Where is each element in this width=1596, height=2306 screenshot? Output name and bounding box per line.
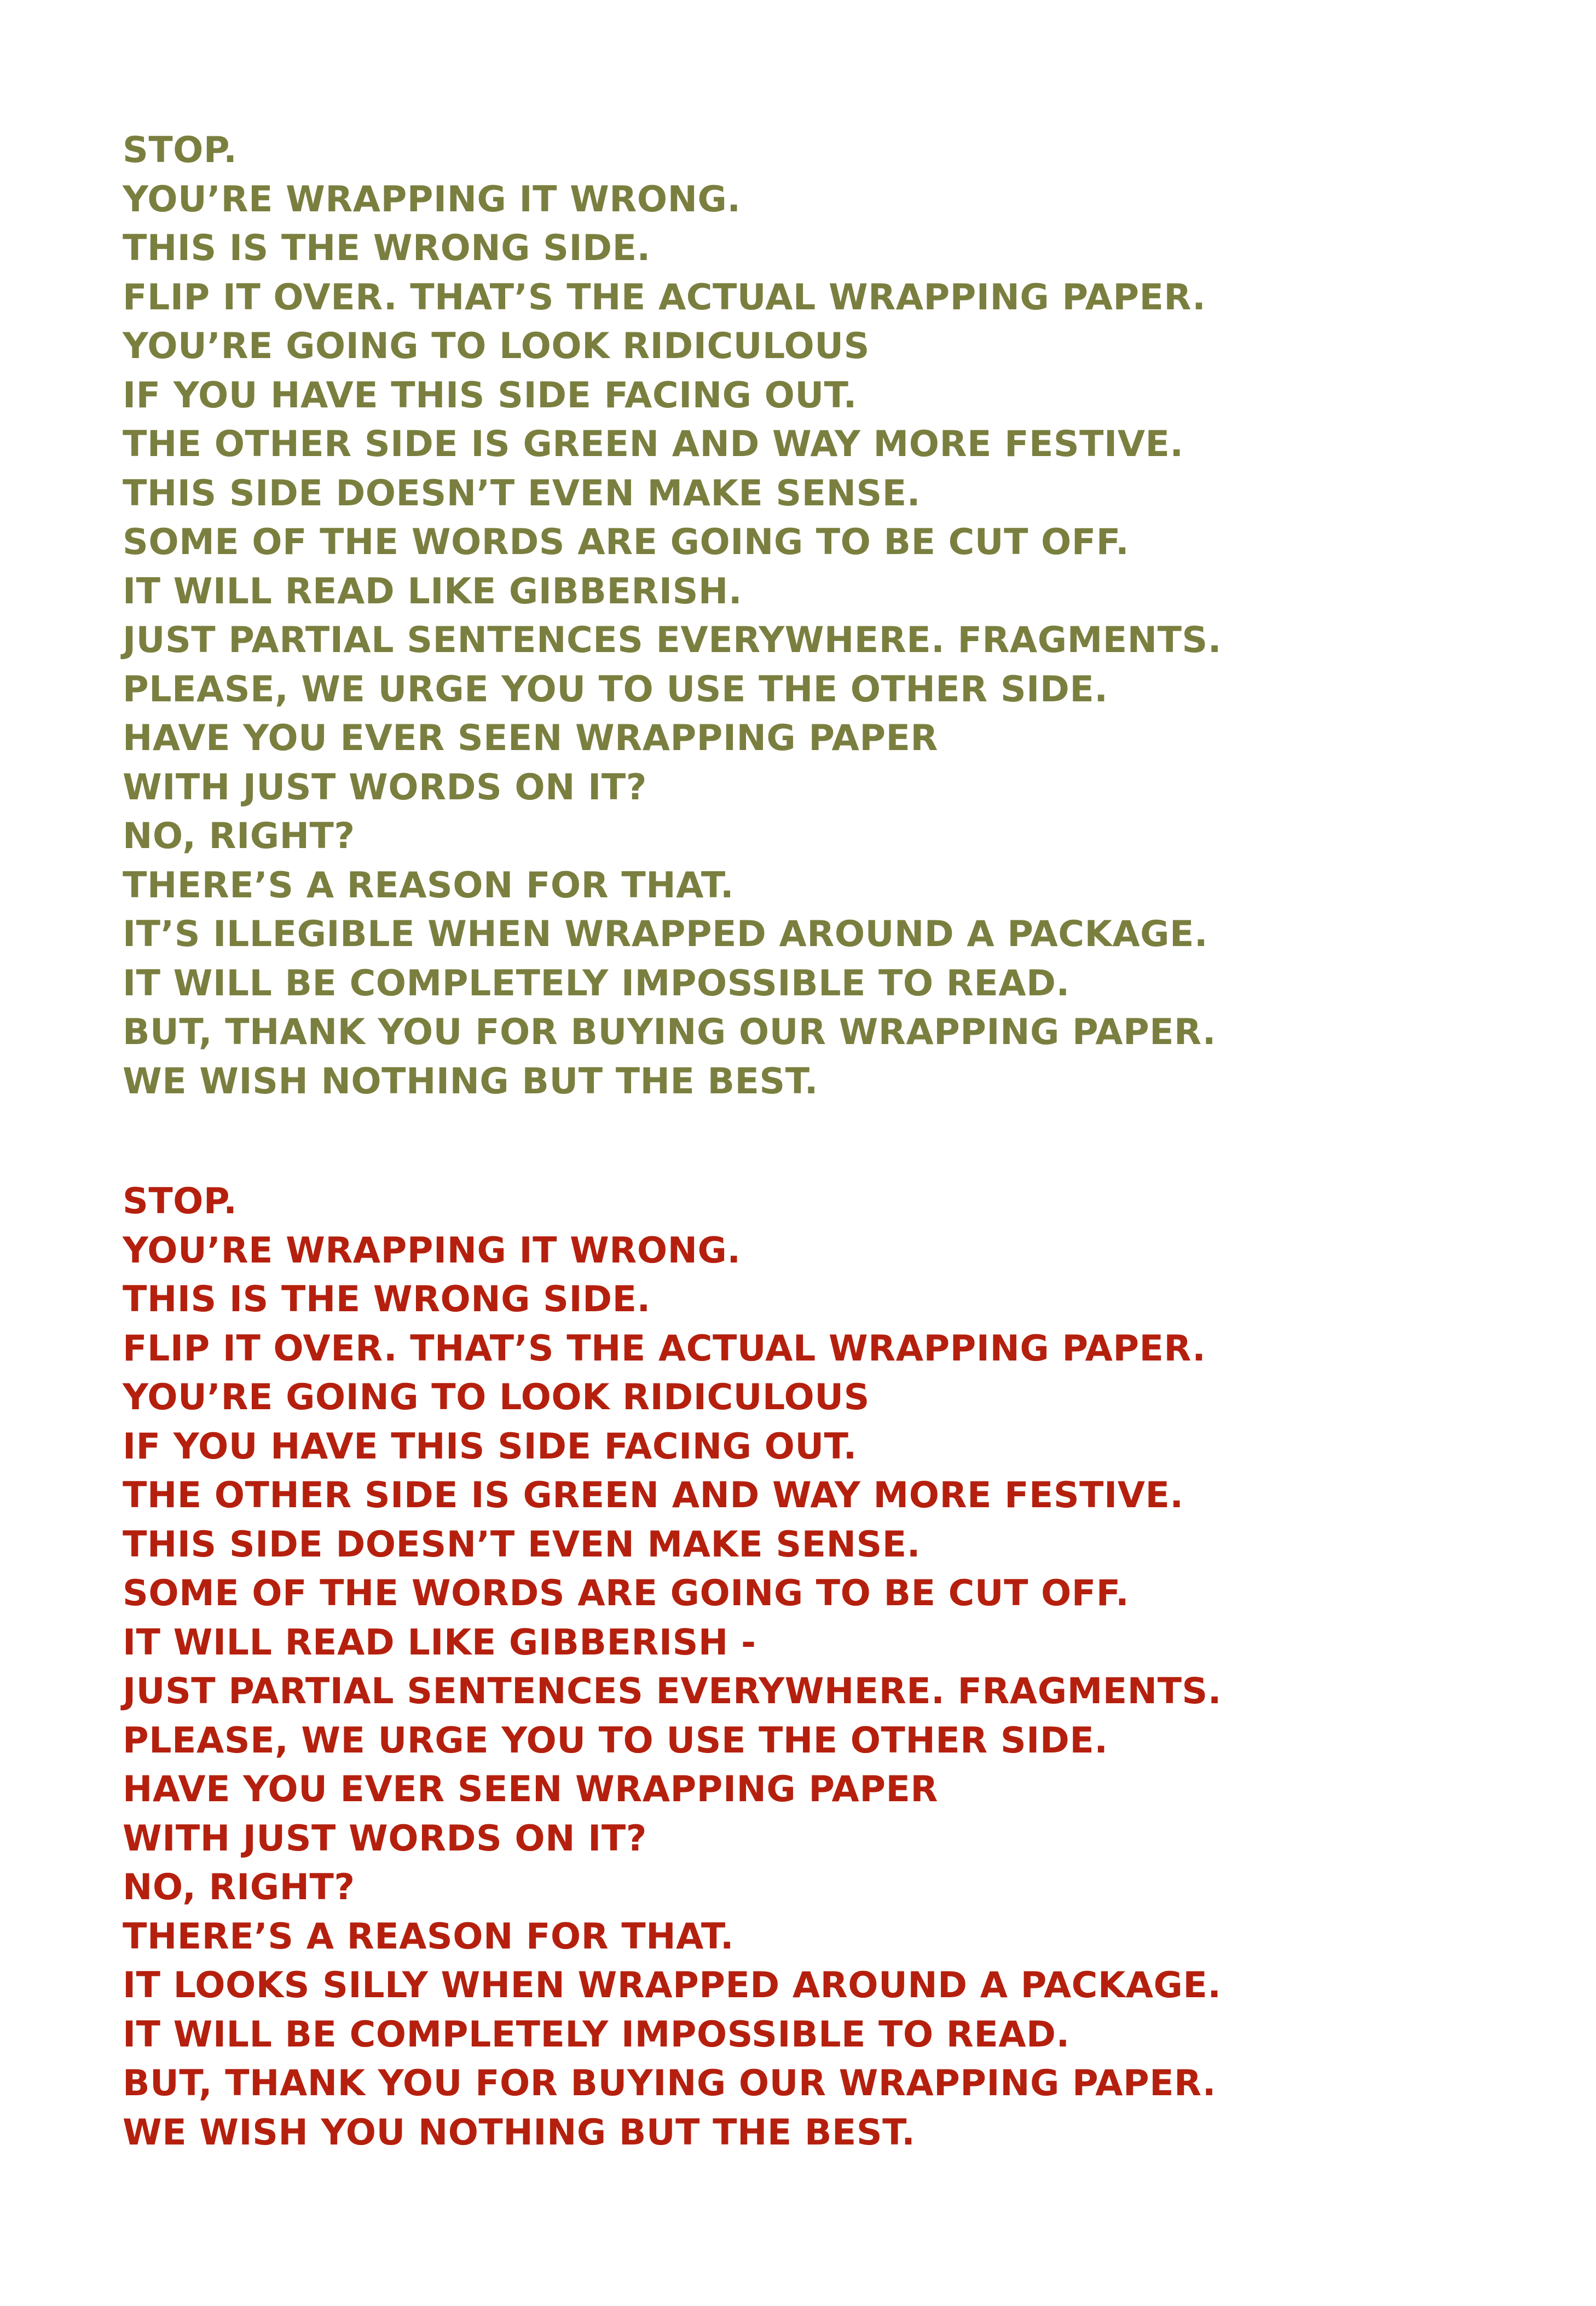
text-line: THIS SIDE DOESN’T EVEN MAKE SENSE. <box>123 472 921 514</box>
text-line: YOU’RE GOING TO LOOK RIDICULOUS <box>123 326 870 367</box>
text-line: THERE’S A REASON FOR THAT. <box>123 864 735 906</box>
text-line: IF YOU HAVE THIS SIDE FACING OUT. <box>123 374 857 416</box>
text-line: THIS IS THE WRONG SIDE. <box>123 228 651 269</box>
text-line: STOP. <box>123 130 238 171</box>
text-line: JUST PARTIAL SENTENCES EVERYWHERE. FRAGMENTS. <box>123 620 1222 661</box>
text-line: IT’S ILLEGIBLE WHEN WRAPPED AROUND A PACKAGE. <box>123 914 1208 955</box>
text-line: YOU’RE GOING TO LOOK RIDICULOUS <box>123 1377 870 1418</box>
text-line: SOME OF THE WORDS ARE GOING TO BE CUT OFF. <box>123 522 1130 563</box>
text-line: YOU’RE WRAPPING IT WRONG. <box>123 1230 741 1271</box>
text-line: IT WILL BE COMPLETELY IMPOSSIBLE TO READ. <box>123 2014 1070 2055</box>
text-line: IT WILL READ LIKE GIBBERISH - <box>123 1622 756 1663</box>
text-line: WE WISH NOTHING BUT THE BEST. <box>123 1060 818 1102</box>
text-line: PLEASE, WE URGE YOU TO USE THE OTHER SIDE. <box>123 1720 1108 1761</box>
text-line: IF YOU HAVE THIS SIDE FACING OUT. <box>123 1426 857 1467</box>
text-line: STOP. <box>123 1181 238 1222</box>
text-line: WITH JUST WORDS ON IT? <box>123 1818 647 1859</box>
text-line: NO, RIGHT? <box>123 1867 355 1908</box>
text-line: HAVE YOU EVER SEEN WRAPPING PAPER <box>123 1769 938 1810</box>
text-line: WE WISH YOU NOTHING BUT THE BEST. <box>123 2112 916 2153</box>
text-line: THIS SIDE DOESN’T EVEN MAKE SENSE. <box>123 1524 921 1565</box>
text-line: IT WILL READ LIKE GIBBERISH. <box>123 570 743 612</box>
text-line: IT LOOKS SILLY WHEN WRAPPED AROUND A PACKAGE. <box>123 1965 1222 2006</box>
text-line: THERE’S A REASON FOR THAT. <box>123 1916 735 1957</box>
red-text-block <box>123 1177 1222 2157</box>
text-line: FLIP IT OVER. THAT’S THE ACTUAL WRAPPING PAPER. <box>123 276 1206 318</box>
text-line: BUT, THANK YOU FOR BUYING OUR WRAPPING PAPER. <box>123 1012 1216 1053</box>
text-line: FLIP IT OVER. THAT’S THE ACTUAL WRAPPING PAPER. <box>123 1328 1206 1369</box>
text-line: IT WILL BE COMPLETELY IMPOSSIBLE TO READ. <box>123 962 1070 1004</box>
text-line: PLEASE, WE URGE YOU TO USE THE OTHER SIDE. <box>123 668 1108 710</box>
text-line: JUST PARTIAL SENTENCES EVERYWHERE. FRAGMENTS. <box>123 1671 1222 1712</box>
text-line: YOU’RE WRAPPING IT WRONG. <box>123 178 741 220</box>
text-line: HAVE YOU EVER SEEN WRAPPING PAPER <box>123 718 938 759</box>
text-line: THIS IS THE WRONG SIDE. <box>123 1279 651 1320</box>
green-text-block <box>123 126 1222 1106</box>
text-line: BUT, THANK YOU FOR BUYING OUR WRAPPING PAPER. <box>123 2063 1216 2104</box>
text-line: THE OTHER SIDE IS GREEN AND WAY MORE FESTIVE. <box>123 1475 1184 1516</box>
text-line: NO, RIGHT? <box>123 816 355 857</box>
text-line: SOME OF THE WORDS ARE GOING TO BE CUT OFF. <box>123 1573 1130 1614</box>
text-line: THE OTHER SIDE IS GREEN AND WAY MORE FESTIVE. <box>123 424 1184 465</box>
text-line: WITH JUST WORDS ON IT? <box>123 766 647 808</box>
